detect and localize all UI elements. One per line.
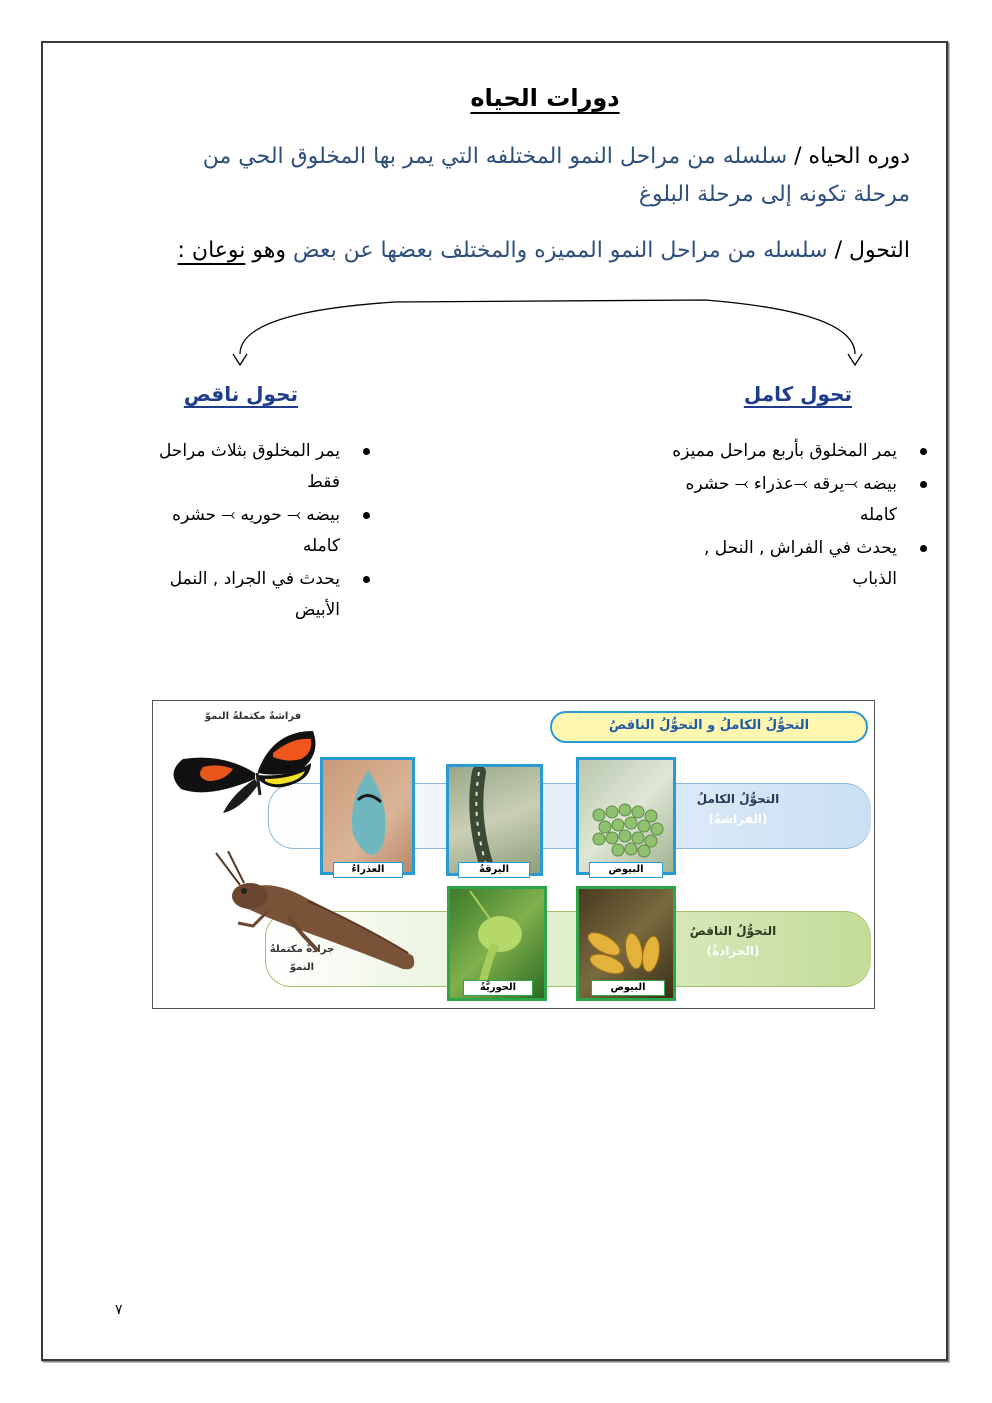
larva-caption: اليرقةُ bbox=[458, 862, 530, 878]
butterfly-eggs-caption: البيوض bbox=[589, 862, 663, 878]
grasshopper-eggs-caption: البيوض bbox=[591, 980, 665, 996]
list-item: يحدث في الجراد , النمل الأبيض bbox=[130, 564, 370, 626]
metamorphosis-term: التحول bbox=[848, 238, 910, 263]
metamorphosis-definition bbox=[120, 232, 910, 270]
metamorphosis-connector: وهو bbox=[245, 238, 293, 263]
arrow-head-right bbox=[848, 354, 862, 365]
arrow-head-left bbox=[233, 354, 247, 365]
figure-title-box bbox=[550, 711, 868, 743]
page-number: ٧ bbox=[115, 1302, 123, 1318]
larva-image bbox=[446, 764, 543, 876]
list-item: يمر المخلوق بأربع مراحل مميزه bbox=[667, 436, 927, 467]
branch-arrow bbox=[225, 292, 875, 372]
butterfly-icon bbox=[163, 723, 318, 818]
life-cycle-term: دوره الحياه bbox=[808, 144, 910, 169]
figure-title: التحوُّلُ الكاملُ و التحوُّلُ الناقصُ bbox=[608, 718, 810, 733]
pupa-caption: العذراءُ bbox=[333, 862, 403, 878]
pupa-image bbox=[320, 757, 415, 875]
butterfly-caption: فراشةٌ مكتملةُ النموّ bbox=[204, 711, 302, 722]
page-title: دورات الحياه bbox=[470, 84, 620, 112]
incomplete-heading: تحول ناقص bbox=[183, 382, 298, 406]
list-item: بيضه ⤙يرقه ⤙عذراء ⤙ حشره كامله bbox=[667, 469, 927, 531]
bullet bbox=[920, 481, 927, 488]
bullet bbox=[363, 576, 370, 583]
metamorphosis-separator: / bbox=[827, 238, 849, 263]
incomplete-list bbox=[130, 436, 370, 628]
metamorphosis-types-label: نوعان : bbox=[177, 238, 246, 263]
bullet bbox=[363, 448, 370, 455]
butterfly-eggs-image bbox=[576, 757, 676, 875]
pupa-icon bbox=[323, 760, 412, 872]
complete-heading: تحول كامل bbox=[743, 382, 852, 406]
metamorphosis-text: سلسله من مراحل النمو المميزه والمختلف بعضها عن بعض bbox=[293, 238, 828, 263]
bullet bbox=[920, 545, 927, 552]
incomplete-label: التحوُّلُ الناقصُ (الجرادةُ) bbox=[689, 924, 777, 958]
larva-icon bbox=[449, 767, 540, 873]
eggs-icon bbox=[579, 760, 673, 872]
nymph-caption: الحوريَّةُ bbox=[463, 980, 533, 996]
list-item: بيضه ⤙ حوريه ⤙ حشره كامله bbox=[130, 500, 370, 562]
list-item: يمر المخلوق بثلاث مراحل فقط bbox=[130, 436, 370, 498]
metamorphosis-figure bbox=[152, 700, 875, 1009]
branch-curve bbox=[240, 300, 855, 354]
grasshopper-caption: جرادةٌ مكتملةُ النموّ bbox=[269, 944, 335, 973]
bullet bbox=[920, 448, 927, 455]
bullet bbox=[363, 512, 370, 519]
life-cycle-text: سلسله من مراحل النمو المختلفه التي يمر بها المخلوق الحي من مرحلة تكونه إلى مرحلة البلوغ bbox=[202, 144, 910, 207]
life-cycle-separator: / bbox=[787, 144, 809, 169]
life-cycle-definition bbox=[180, 138, 910, 214]
complete-label: التحوُّلُ الكاملُ (الفراشةُ) bbox=[696, 792, 780, 826]
list-item: يحدث في الفراش , النحل , الذباب bbox=[667, 533, 927, 595]
complete-list bbox=[667, 436, 927, 597]
